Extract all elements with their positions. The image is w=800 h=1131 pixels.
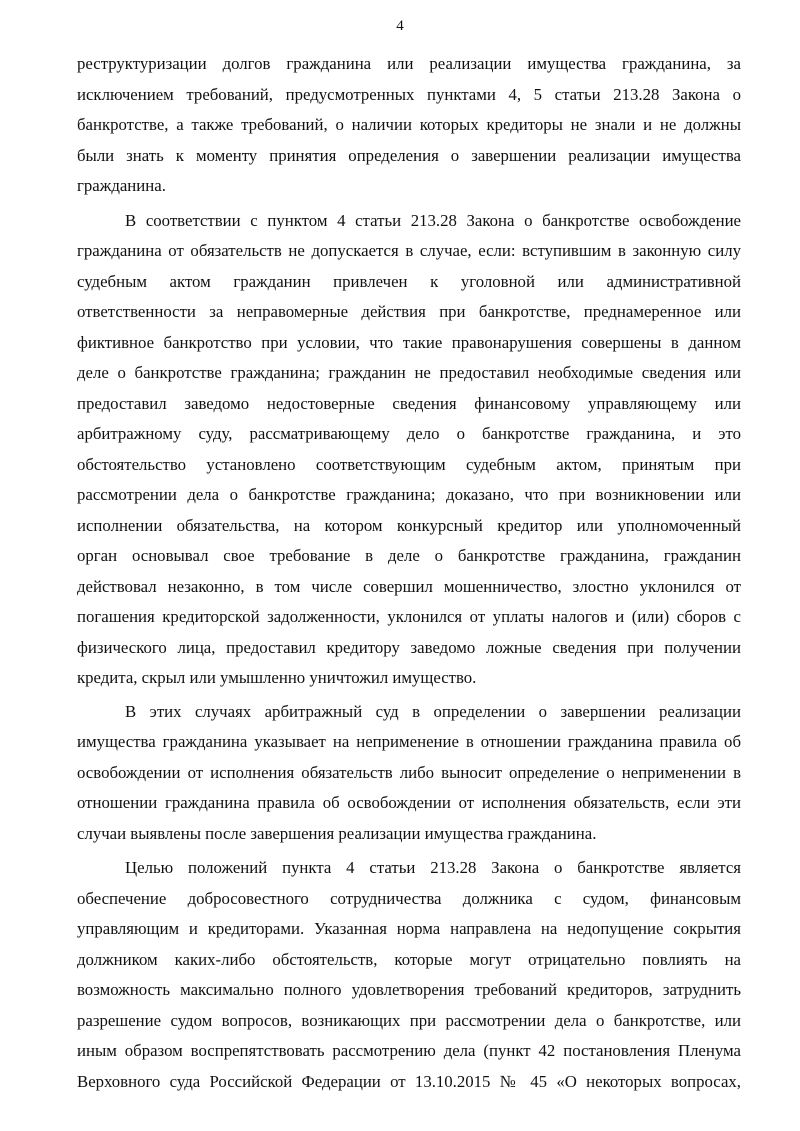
text-line: исключением требований, предусмотренных пунктами 4, 5 статьи 213.28 Закона о bbox=[77, 84, 741, 104]
text-line: иным образом воспрепятствовать рассмотрению дела (пункт 42 постановления Пленума bbox=[77, 1041, 741, 1060]
text-line: фиктивное банкротство при условии, что такие правонарушения совершены в данном bbox=[77, 332, 741, 352]
paragraph bbox=[77, 49, 741, 202]
text-line: исполнении обязательства, на котором конкурсный кредитор или уполномоченный bbox=[77, 515, 741, 535]
paragraph bbox=[77, 853, 741, 1097]
text-line: предоставил заведомо недостоверные сведения финансовому управляющему или bbox=[77, 393, 741, 413]
text-line: арбитражному суду, рассматривающему дело о банкротстве гражданина, и это bbox=[77, 424, 741, 443]
text-line: гражданина. bbox=[77, 176, 166, 195]
text-line: Целью положений пункта 4 статьи 213.28 Закона о банкротстве является bbox=[125, 858, 741, 877]
text-line: кредита, скрыл или умышленно уничтожил имущество. bbox=[77, 668, 477, 687]
text-line: ответственности за неправомерные действия при банкротстве, преднамеренное или bbox=[77, 302, 741, 321]
text-line: разрешение судом вопросов, возникающих при рассмотрении дела о банкротстве, или bbox=[77, 1010, 741, 1030]
text-line: физического лица, предоставил кредитору заведомо ложные сведения при получении bbox=[77, 637, 741, 657]
paragraph bbox=[77, 697, 741, 850]
text-line: должником каких-либо обстоятельств, которые могут отрицательно повлиять на bbox=[77, 949, 741, 969]
text-line: реструктуризации долгов гражданина или реализации имущества гражданина, за bbox=[77, 54, 741, 73]
text-line: управляющим и кредиторами. Указанная норма направлена на недопущение сокрытия bbox=[77, 919, 741, 938]
text-line: гражданина от обязательств не допускается в случае, если: вступившим в законную силу bbox=[77, 241, 741, 260]
text-line: отношении гражданина правила об освобождении от исполнения обязательств, если эти bbox=[77, 793, 741, 812]
text-line: рассмотрении дела о банкротстве гражданина; доказано, что при возникновении или bbox=[77, 485, 741, 504]
text-line: обеспечение добросовестного сотрудничества должника с судом, финансовым bbox=[77, 888, 741, 908]
text-line: случаи выявлены после завершения реализации имущества гражданина. bbox=[77, 823, 597, 843]
text-line: орган основывал свое требование в деле о банкротстве гражданина, гражданин bbox=[77, 546, 741, 565]
document-body bbox=[77, 49, 741, 1097]
text-line: действовал незаконно, в том числе совершил мошенничество, злостно уклонился от bbox=[77, 576, 741, 596]
page-number: 4 bbox=[396, 18, 404, 34]
text-line: судебным актом гражданин привлечен к уголовной или административной bbox=[77, 271, 741, 291]
text-line: В соответствии с пунктом 4 статьи 213.28 Закона о банкротстве освобождение bbox=[125, 210, 741, 230]
text-line: имущества гражданина указывает на неприменение в отношении гражданина правила об bbox=[77, 732, 741, 751]
text-line: Верховного суда Российской Федерации от 13.10.2015 № 45 «О некоторых вопросах, bbox=[77, 1071, 741, 1091]
paragraph bbox=[77, 206, 741, 694]
text-line: освобождении от исполнения обязательств либо выносит определение о неприменении в bbox=[77, 762, 741, 782]
text-line: В этих случаях арбитражный суд в определении о завершении реализации bbox=[125, 701, 741, 721]
text-line: были знать к моменту принятия определения о завершении реализации имущества bbox=[77, 145, 741, 165]
text-line: возможность максимально полного удовлетворения требований кредиторов, затруднить bbox=[77, 980, 741, 999]
text-line: деле о банкротстве гражданина; гражданин не предоставил необходимые сведения или bbox=[77, 363, 741, 382]
text-line: обстоятельство установлено соответствующим судебным актом, принятым при bbox=[77, 454, 741, 474]
text-line: банкротстве, а также требований, о наличии которых кредиторы не знали и не должны bbox=[77, 115, 741, 134]
text-line: погашения кредиторской задолженности, уклонился от уплаты налогов и (или) сборов с bbox=[77, 607, 741, 626]
